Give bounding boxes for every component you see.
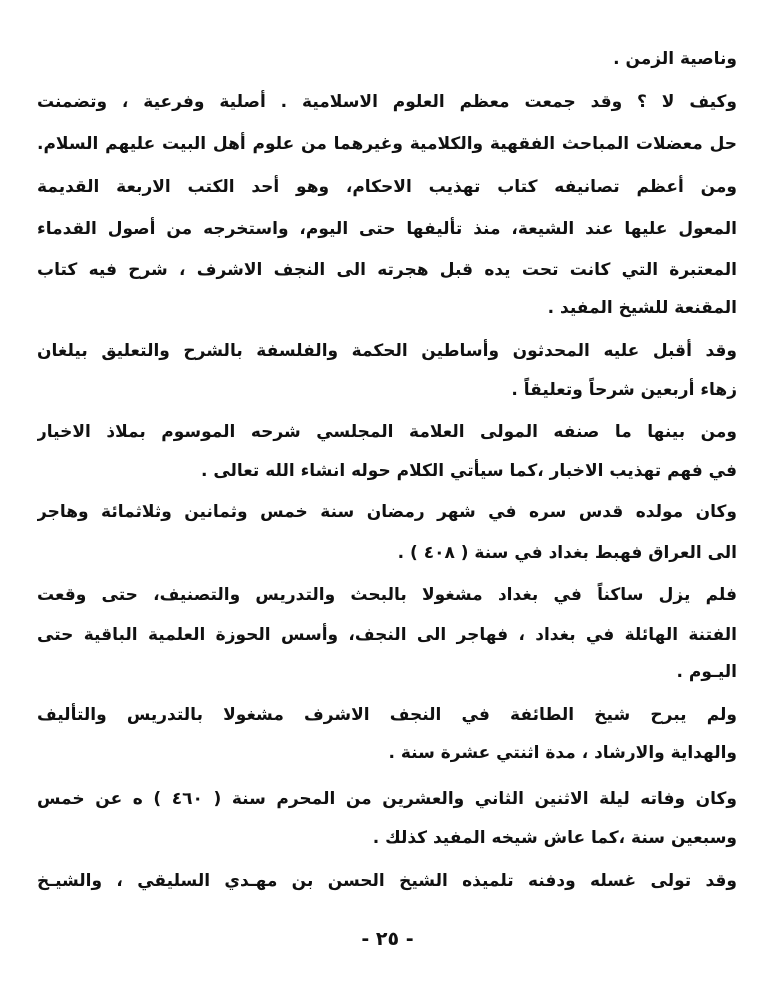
text-line-14: فلم يزل ساكناً في بغداد مشغولا بالبحث والتدريس والتصنيف، حتى وقعت [37,585,737,605]
text-line-6: المعتبرة التي كانت تحت يده قبل هجرته الى النجف الاشرف ، شرح فيه كتاب [37,260,737,280]
text-line-15: الفتنة الهائلة في بغداد ، فهاجر الى النجف، وأسس الحوزة العلمية الباقية حتى [37,625,737,645]
text-line-2: وكيف لا ؟ وقد جمعت معظم العلوم الاسلامية . أصلية وفرعية ، وتضمنت [37,92,737,112]
page-number: - ٢٥ - [361,928,414,950]
text-line-13: الى العراق فهبط بغداد في سنة ( ٤٠٨ ) . [397,543,737,563]
text-line-9: زهاء أربعين شرحاً وتعليقاً . [511,380,737,400]
text-line-19: وكان وفاته ليلة الاثنين الثاني والعشرين من المحرم سنة ( ٤٦٠ ) ه عن خمس [37,789,737,809]
text-line-10: ومن بينها ما صنفه المولى العلامة المجلسي شرحه الموسوم بملاذ الاخيار [37,422,737,442]
text-line-1: وناصية الزمن . [613,49,737,69]
text-line-5: المعول عليها عند الشيعة، منذ تأليفها حتى اليوم، واستخرجه من أصول القدماء [37,219,737,239]
text-line-18: والهداية والارشاد ، مدة اثنتي عشرة سنة . [388,743,737,763]
text-line-16: اليـوم . [676,662,737,682]
text-line-21: وقد تولى غسله ودفنه تلميذه الشيخ الحسن بن مهـدي السليقي ، والشيـخ [37,871,737,891]
text-line-7: المقنعة للشيخ المفيد . [547,298,737,318]
text-line-12: وكان مولده قدس سره في شهر رمضان سنة خمس وثمانين وثلاثمائة وهاجر [37,502,737,522]
text-line-4: ومن أعظم تصانيفه كتاب تهذيب الاحكام، وهو أحد الكتب الاربعة القديمة [37,177,737,197]
text-line-20: وسبعين سنة ،كما عاش شيخه المفيد كذلك . [372,828,737,848]
text-line-11: في فهم تهذيب الاخبار ،كما سيأتي الكلام حوله انشاء الله تعالى . [200,461,737,481]
text-line-17: ولم يبرح شيخ الطائفة في النجف الاشرف مشغولا بالتدريس والتأليف [37,705,737,725]
text-line-3: حل معضلات المباحث الفقهية والكلامية وغيرهما من علوم أهل البيت عليهم السلام. [37,134,737,154]
text-line-8: وقد أقبل عليه المحدثون وأساطين الحكمة والفلسفة بالشرح والتعليق بيلغان [37,341,737,361]
